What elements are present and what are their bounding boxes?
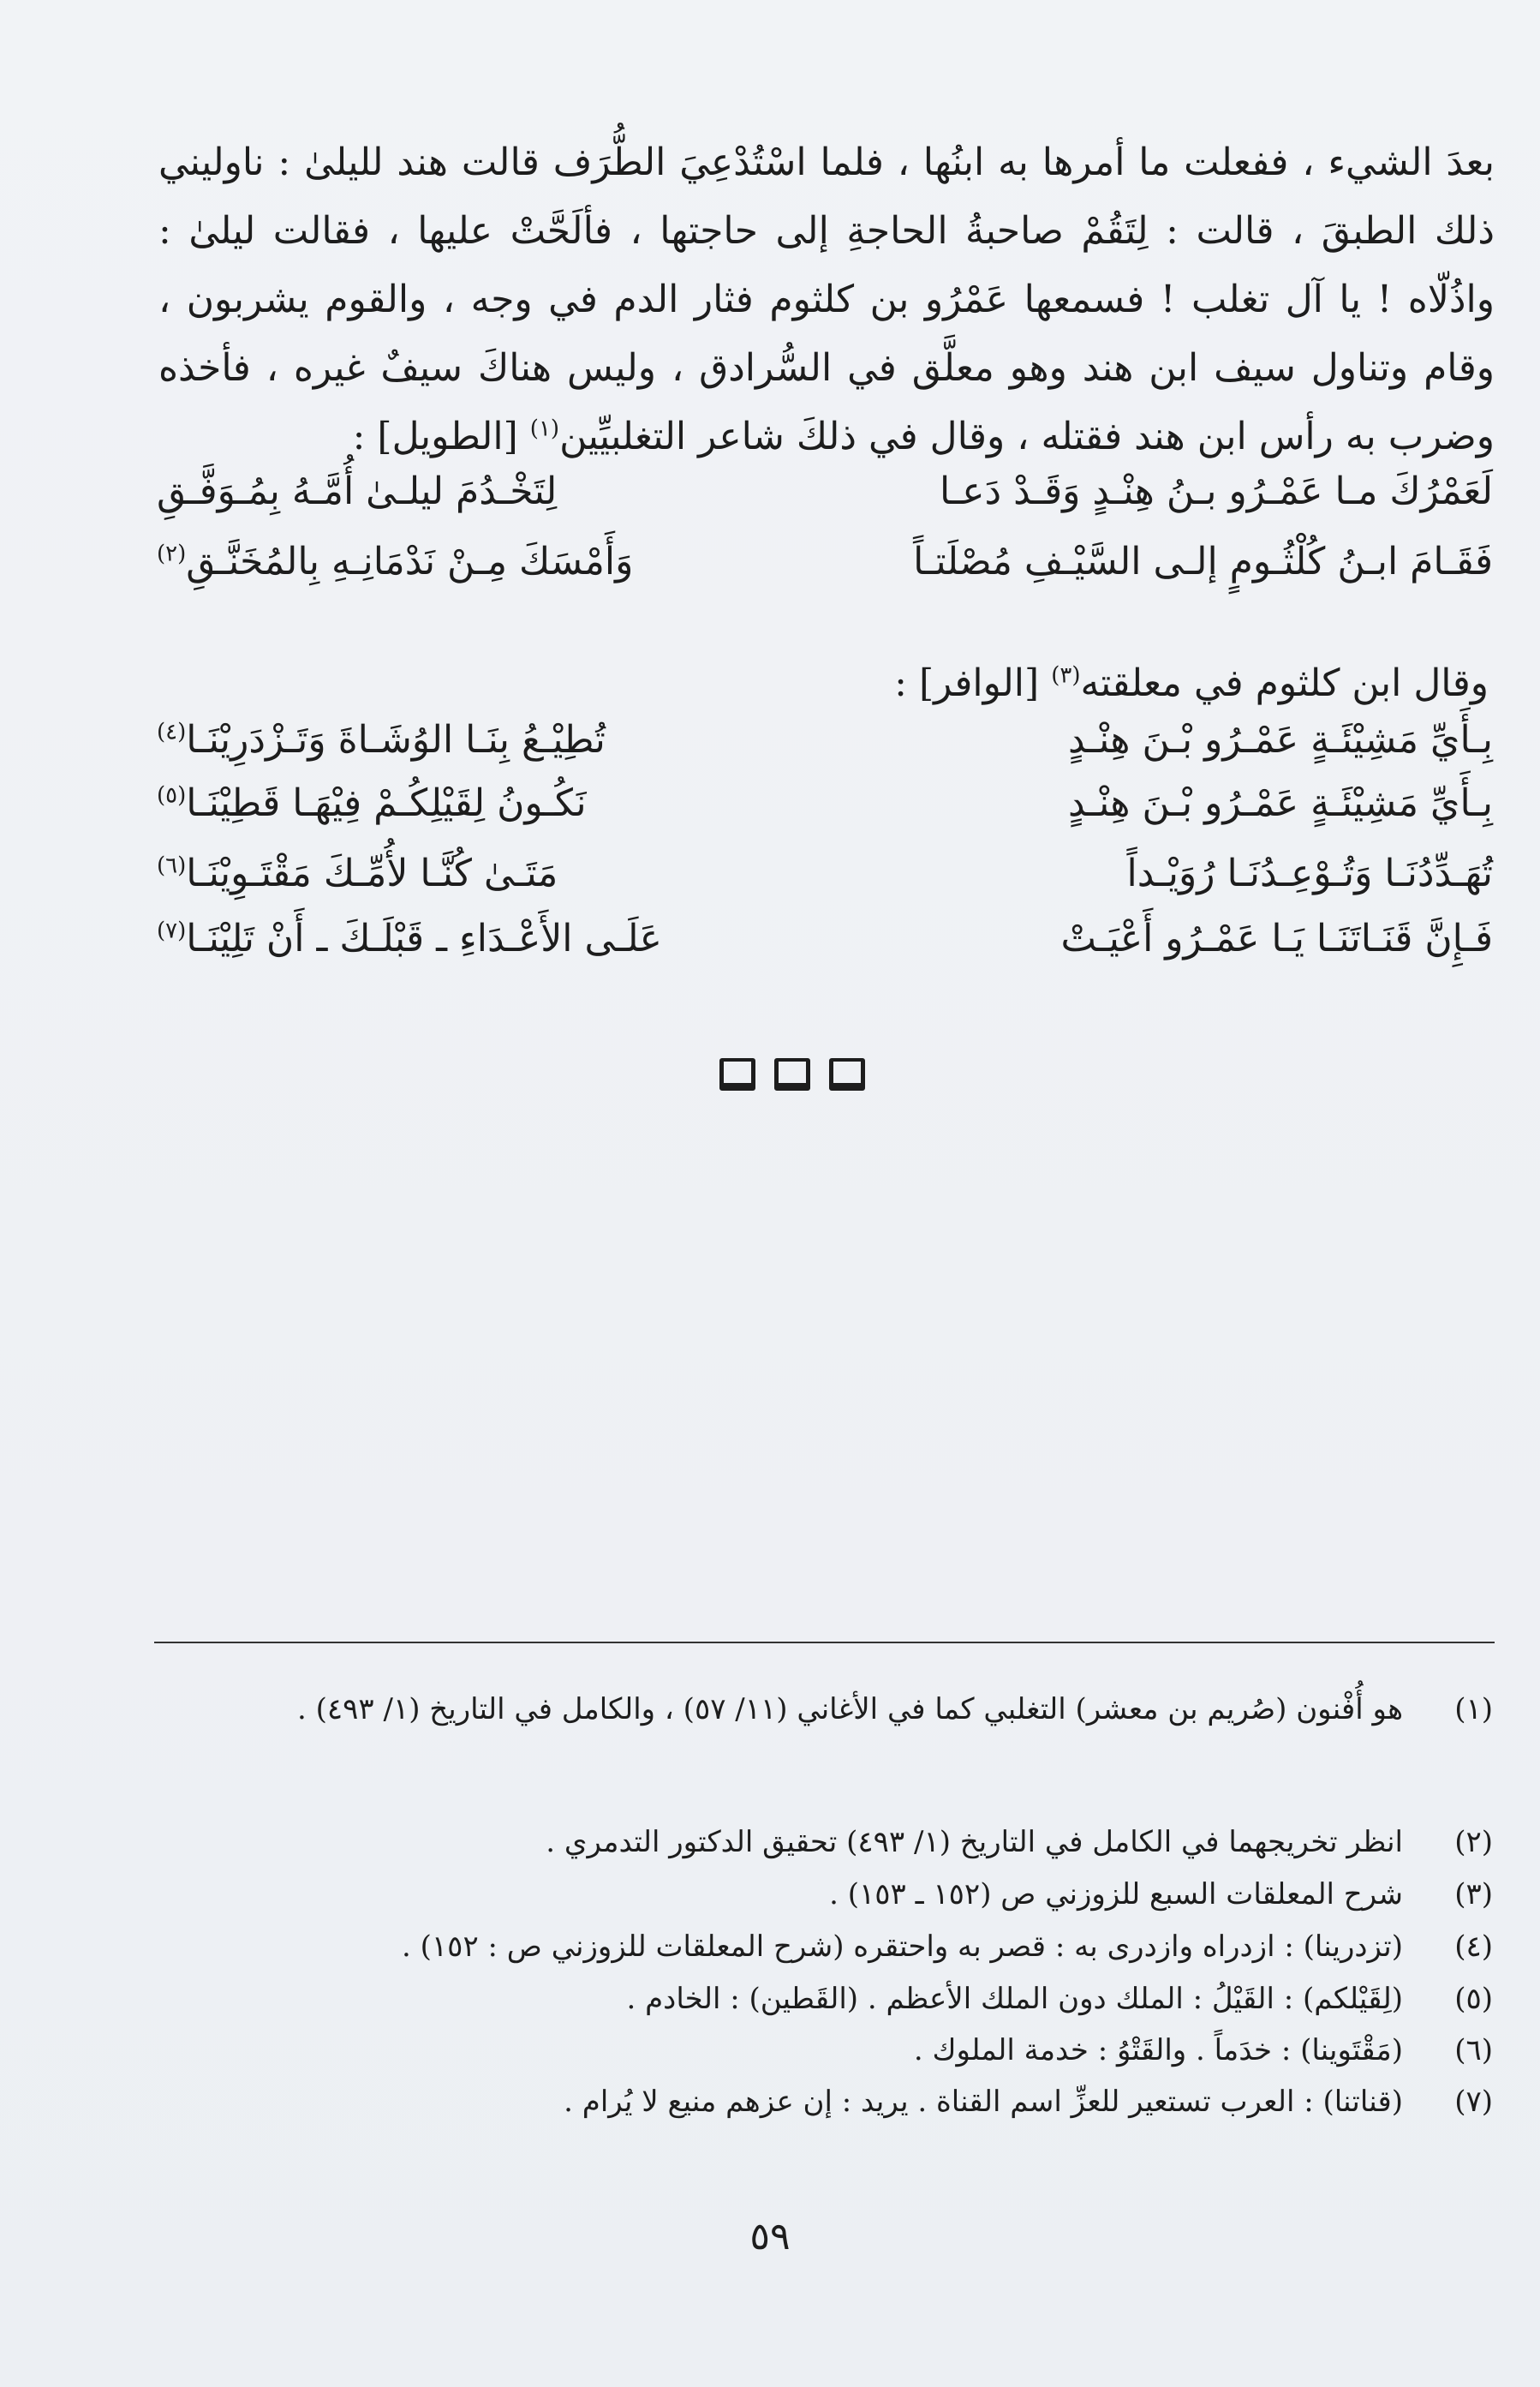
footnote-text: شرح المعلقات السبع للزوزني ص (١٥٢ ـ ١٥٣) .	[829, 1877, 1403, 1911]
footnote-number: (٣)	[1454, 1877, 1493, 1911]
prose-line: ذلك الطبقَ ، قالت : لِتَقُمْ صاحبةُ الحاجةِ إلى حاجتها ، فألَحَّتْ عليها ، فقالت ليلىٰ :	[158, 209, 1495, 253]
verse-first-hemistich: لَعَمْرُكَ مـا عَمْـرُو بـنُ هِنْـدٍ وَقَـدْ دَعـا	[939, 470, 1493, 513]
footnote-number: (٥)	[1454, 1982, 1493, 2016]
main-prose	[158, 129, 1495, 471]
prose-line-text: وضرب به رأس ابن هند فقتله ، وقال في ذلكَ شاعر التغلبيِّين	[559, 415, 1495, 458]
footnote-ref: (٧)	[157, 918, 187, 944]
verse-second-hemistich	[157, 718, 808, 762]
poem-verse	[157, 852, 1493, 912]
section-separator	[681, 1058, 904, 1101]
verse-first-hemistich: فَقَـامَ ابـنُ كُلْثُـومٍ إلـى السَّيْـفِ مُصْلَتـاً	[913, 540, 1493, 583]
poem-intro	[204, 661, 1489, 705]
footnote-text: انظر تخريجهما في الكامل في التاريخ (١/ ٤٩٣) تحقيق الدكتور التدمري .	[546, 1825, 1403, 1859]
verse-second-hemistich	[157, 781, 808, 825]
prose-line: واذُلّاه ! يا آل تغلب ! فسمعها عَمْرُو بن كلثوم فثار الدم في وجه ، والقوم يشربون ،	[158, 278, 1495, 321]
verse-first-hemistich: تُهَـدِّدُنَـا وَتُـوْعِـدُنَـا رُوَيْـداً	[1126, 852, 1493, 895]
footnote-number: (٤)	[1454, 1929, 1493, 1964]
meter-label: [الوافر] :	[894, 661, 1040, 705]
footnote-ref: (٢)	[157, 541, 187, 567]
poem-verse	[157, 781, 1493, 841]
hemistich-text: مَتَـىٰ كُنَّـا لأُمِّـكَ مَقْتَـوِيْنَـا	[186, 852, 558, 895]
footnote-ref: (٣)	[1051, 662, 1081, 689]
poem-verse	[157, 718, 1493, 778]
hemistich-text: لِتَخْـدُمَ ليلـىٰ أُمَّـهُ بِمُـوَفَّـقِ	[157, 470, 558, 513]
poem-verse	[157, 540, 1493, 600]
separator-box-icon	[774, 1058, 810, 1091]
hemistich-text: وَأَمْسَكَ مِـنْ نَدْمَانِـهِ بِالمُخَنَّـقِ	[186, 540, 634, 583]
footnote-text: (تزدرينا) : ازدراه وازدرى به : قصر به واحتقره (شرح المعلقات للزوزني ص : ١٥٢) .	[402, 1929, 1403, 1964]
footnote-divider	[154, 1642, 1495, 1643]
verse-first-hemistich: فَـإِنَّ قَنَـاتَنَـا يَـا عَمْـرُو أَعْيَـتْ	[1060, 917, 1493, 960]
footnote-text: (قناتنا) : العرب تستعير للعزِّ اسم القناة . يريد : إن عزهم منيع لا يُرام .	[564, 2085, 1403, 2119]
intro-text: وقال ابن كلثوم في معلقته	[1080, 661, 1489, 705]
footnote-text: (لِقَيْلكم) : القَيْلُ : الملك دون الملك الأعظم . (القَطين) : الخادم .	[626, 1982, 1403, 2016]
verse-second-hemistich	[157, 540, 808, 583]
prose-line: بعدَ الشيء ، ففعلت ما أمرها به ابنُها ، فلما اسْتُدْعِيَ الطُّرَف قالت هند لليلىٰ : ناوليني	[158, 141, 1495, 184]
prose-line: وقام وتناول سيف ابن هند وهو معلَّق في السُّرادق ، وليس هناكَ سيفٌ غيره ، فأخذه	[158, 346, 1495, 390]
footnote-ref: (٥)	[157, 782, 187, 809]
page-number: ٥٩	[749, 2215, 791, 2258]
verse-first-hemistich: بِـأَيِّ مَشِيْئَـةٍ عَمْـرُو بْـنَ هِنْـدٍ	[1068, 718, 1493, 762]
verse-second-hemistich	[157, 917, 808, 960]
footnote-number: (٦)	[1454, 2033, 1493, 2067]
footnote-number: (١)	[1454, 1692, 1493, 1726]
footnote-ref: (١)	[529, 416, 560, 442]
hemistich-text: نَكُـونُ لِقَيْلِكُـمْ فِيْهَـا قَطِيْنَـا	[186, 781, 587, 825]
meter-label: [الطويل] :	[352, 415, 518, 458]
prose-line	[158, 403, 1495, 471]
footnote	[157, 1688, 1493, 1774]
poem-verse	[157, 917, 1493, 977]
hemistich-text: عَلَـى الأَعْـدَاءِ ـ قَبْلَـكَ ـ أَنْ تَلِيْنَـا	[186, 917, 662, 960]
separator-box-icon	[719, 1058, 755, 1091]
footnote-ref: (٦)	[157, 852, 187, 879]
footnote-number: (٧)	[1454, 2085, 1493, 2119]
poem-verse	[157, 470, 1493, 529]
footnote-number: (٢)	[1454, 1825, 1493, 1859]
verse-second-hemistich	[157, 470, 808, 513]
hemistich-text: تُطِيْـعُ بِنَـا الوُشَـاةَ وَتَـزْدَرِيْنَـا	[186, 718, 606, 762]
footnote-text: (مَقْتَوينا) : خدَماً . والقَتْوُ : خدمة الملوك .	[913, 2033, 1403, 2067]
separator-box-icon	[829, 1058, 865, 1091]
footnote-ref: (٤)	[157, 719, 187, 745]
verse-second-hemistich	[157, 852, 808, 895]
footnote-text: هو أُفْنون (صُريم بن معشر) التغلبي كما في الأغاني (١١/ ٥٧) ، والكامل في التاريخ (١/ ٤٩٣) .	[297, 1692, 1403, 1726]
verse-first-hemistich: بِـأَيِّ مَشِيْئَـةٍ عَمْـرُو بْـنَ هِنْـدٍ	[1068, 781, 1493, 825]
